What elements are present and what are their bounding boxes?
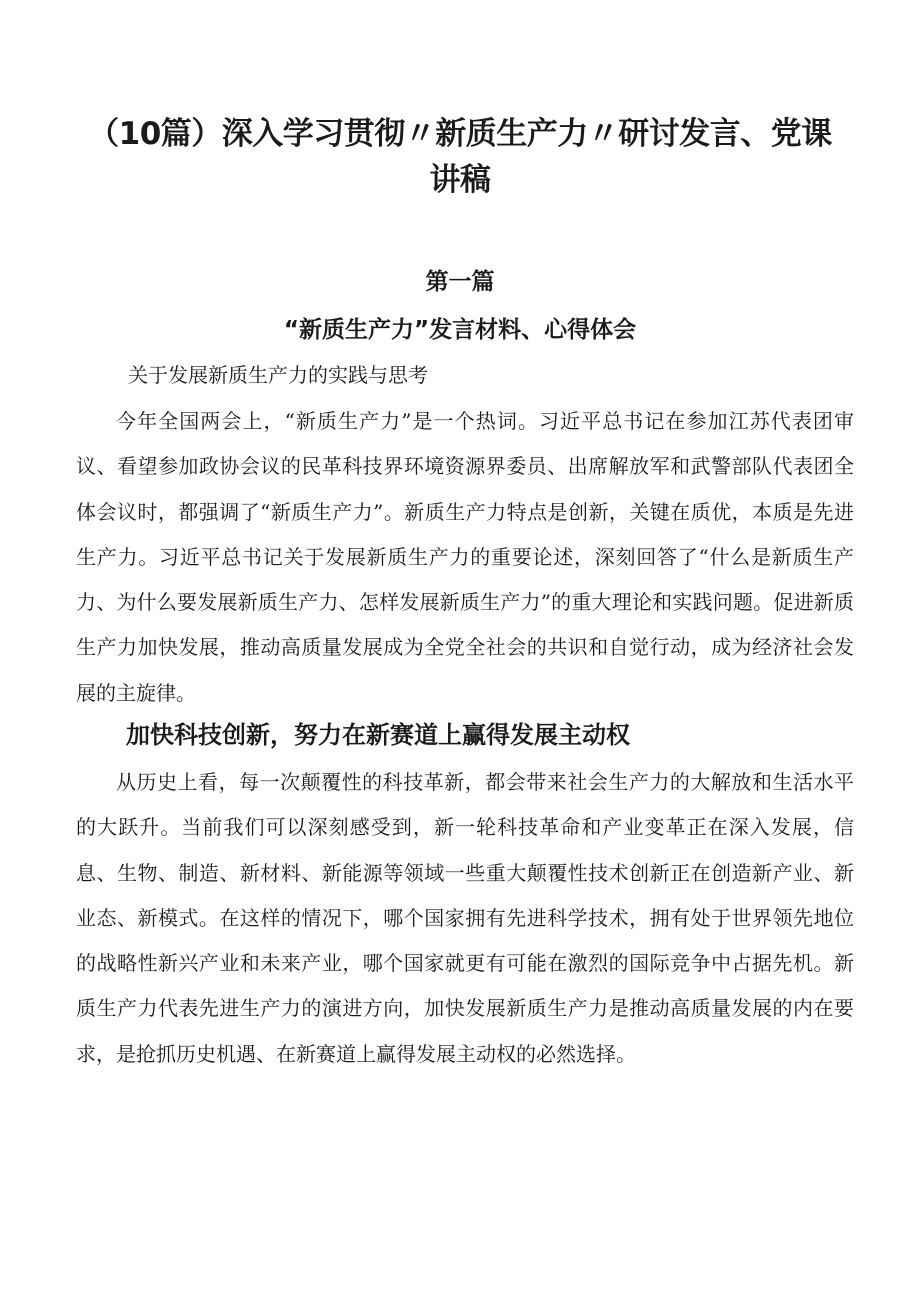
document-title-line-2: 讲稿 [429, 162, 491, 198]
part-subtitle: “新质生产力”发言材料、心得体会 [283, 317, 637, 343]
body-paragraph-1: 今年全国两会上，“新质生产力”是一个热词。习近平总书记在参加江苏代表团审议、看望参加政协会议的民革科技界环境资源界委员、出席解放军和武警部队代表团全体会议时，都强调了“新质生产力”。新质生产力特点是创新，关键在质优，本质是先进生产力。习近平总书记关于发展新质生产力的重要论述，深刻回答了“什么是新质生产力、为什么要发展新质生产力、怎样发展新质生产力”的重大理论和实践问题。促进新质生产力加快发展，推动高质量发展成为全党全社会的共识和自觉行动，成为经济社会发展的主旋律。 [76, 409, 854, 705]
part-label: 第一篇 [425, 269, 495, 295]
body-paragraph-2: 从历史上看，每一次颠覆性的科技革新，都会带来社会生产力的大解放和生活水平的大跃升。当前我们可以深刻感受到，新一轮科技革命和产业变革正在深入发展，信息、生物、制造、新材料、新能源等领域一些重大颠覆性技术创新正在创造新产业、新业态、新模式。在这样的情况下，哪个国家拥有先进科学技术，拥有处于世界领先地位的战略性新兴产业和未来产业，哪个国家就更有可能在激烈的国际竞争中占据先机。新质生产力代表先进生产力的演进方向，加快发展新质生产力是推动高质量发展的内在要求，是抢抓历史机遇、在新赛道上赢得发展主动权的必然选择。 [76, 770, 854, 1066]
essay-title: 关于发展新质生产力的实践与思考 [128, 363, 428, 387]
section-heading: 加快科技创新，努力在新赛道上赢得发展主动权 [126, 721, 630, 749]
document-title-line-1: （10篇）深入学习贯彻〃新质生产力〃研讨发言、党课 [88, 116, 832, 152]
